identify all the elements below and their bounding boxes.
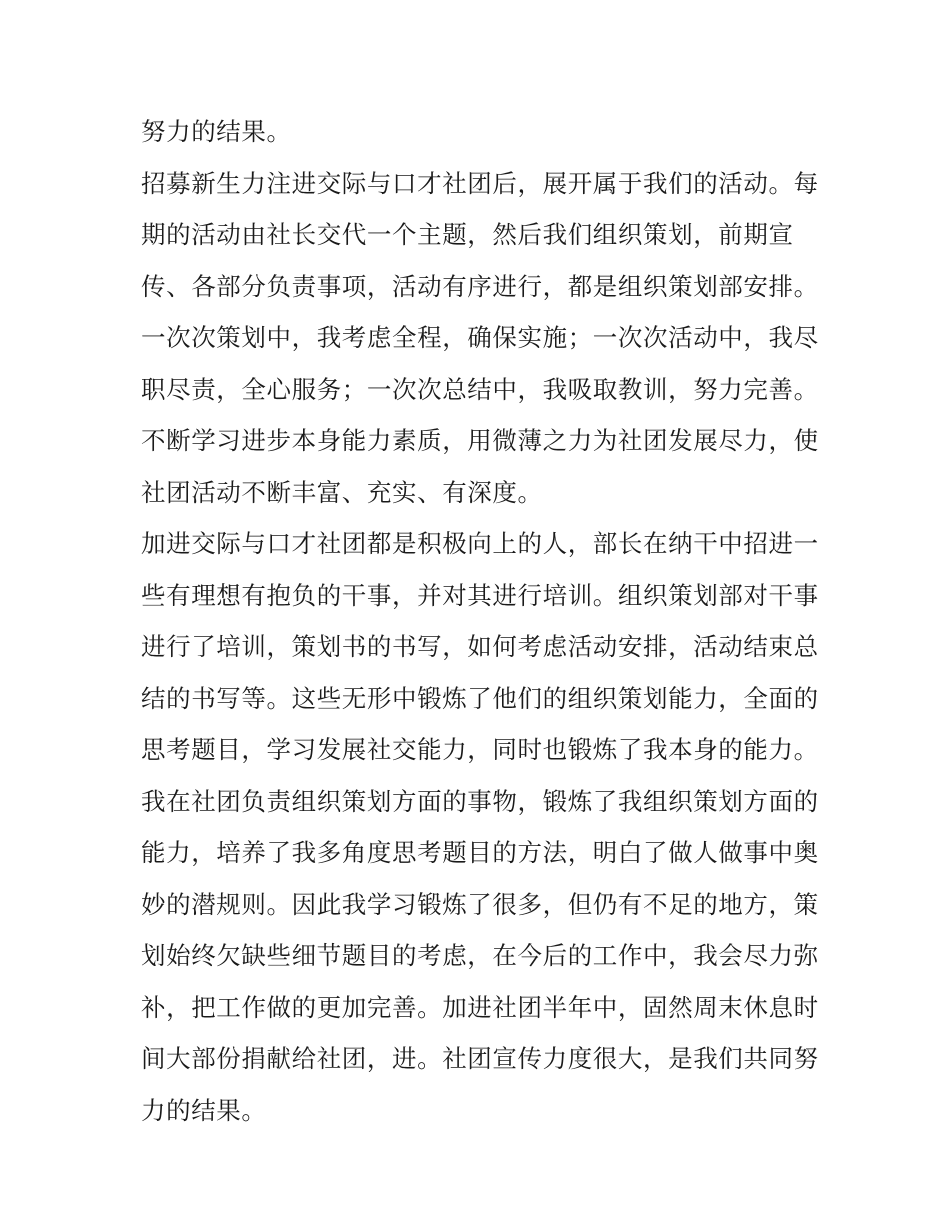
text-line: 进行了培训，策划书的书写，如何考虑活动安排，活动结束总 [141,632,819,661]
text-line: 补，把工作做的更加完善。加进社团半年中，固然周末休息时 [141,992,819,1022]
text-line: 划始终欠缺些细节题目的考虑，在今后的工作中，我会尽力弥 [141,941,819,970]
text-line: 力的结果。 [141,1095,267,1125]
text-line: 招募新生力注进交际与口才社团后，展开属于我们的活动。每 [141,168,819,198]
body-text [141,106,821,1136]
text-line: 间大部份捐献给社团，进。社团宣传力度很大，是我们共同努 [141,1044,819,1073]
text-line: 职尽责，全心服务；一次次总结中，我吸取教训，努力完善。 [141,374,819,404]
text-line: 妙的潜规则。因此我学习锻炼了很多，但仍有不足的地方，策 [141,889,819,919]
text-line: 加进交际与口才社团都是积极向上的人，部长在纳干中招进一 [141,529,819,558]
text-line: 不断学习进步本身能力素质，用微薄之力为社团发展尽力，使 [141,426,819,455]
text-line: 社团活动不断丰富、充实、有深度。 [141,477,543,507]
text-line: 能力，培养了我多角度思考题目的方法，明白了做人做事中奥 [141,838,819,867]
text-line: 一次次策划中，我考虑全程，确保实施；一次次活动中，我尽 [141,323,819,352]
text-line: 结的书写等。这些无形中锻炼了他们的组织策划能力，全面的 [141,683,819,713]
text-line: 思考题目，学习发展社交能力，同时也锻炼了我本身的能力。 [141,735,819,764]
text-line: 努力的结果。 [141,117,292,146]
text-line: 我在社团负责组织策划方面的事物，锻炼了我组织策划方面的 [141,786,819,816]
text-line: 期的活动由社长交代一个主题，然后我们组织策划，前期宣 [141,220,794,249]
text-line: 传、各部分负责事项，活动有序进行，都是组织策划部安排。 [141,271,819,301]
text-line: 些有理想有抱负的干事，并对其进行培训。组织策划部对干事 [141,580,819,610]
